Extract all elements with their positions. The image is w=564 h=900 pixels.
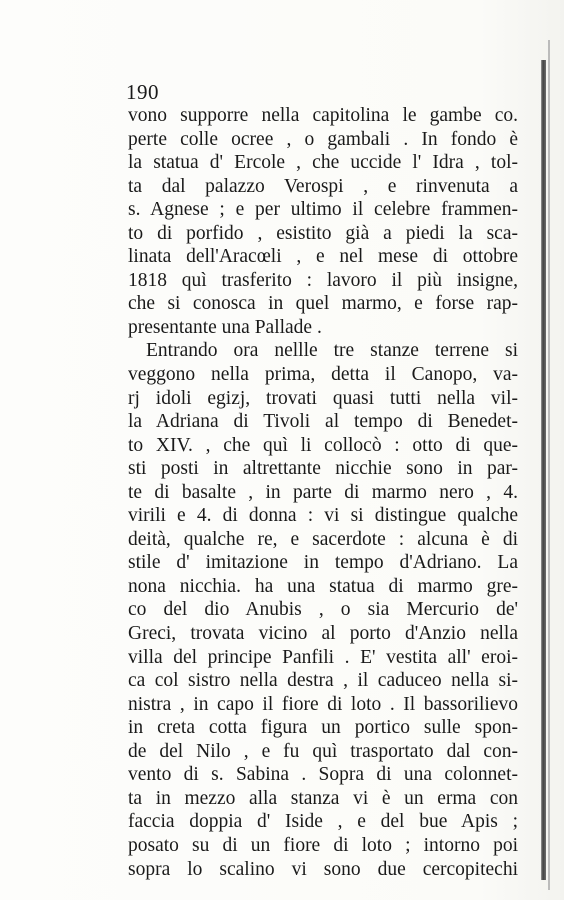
text-line: deità, qualche re, e sacerdote : alcuna è di bbox=[128, 528, 518, 550]
text-line: to di porfido , esistito già a piedi la sca- bbox=[128, 222, 518, 244]
text-line: te di basalte , in parte di marmo nero , 4. bbox=[128, 481, 518, 503]
text-line: Entrando ora nellle tre stanze terrene si bbox=[146, 340, 518, 362]
text-line: 1818 quì trasferito : lavoro il più insigne, bbox=[128, 269, 518, 291]
text-line: rj idoli egizj, trovati quasi tutti nella vil- bbox=[128, 387, 518, 409]
text-line: Greci, trovata vicino al porto d'Anzio nella bbox=[128, 623, 518, 645]
text-line: che si conosca in quel marmo, e forse rap- bbox=[128, 293, 518, 315]
text-line: la statua d' Ercole , che uccide l' Idra , tol- bbox=[128, 152, 518, 174]
text-line: presentante una Pallade . bbox=[128, 316, 322, 338]
text-line: s. Agnese ; e per ultimo il celebre frammen- bbox=[128, 199, 518, 221]
text-line: nona nicchia. ha una statua di marmo gre- bbox=[128, 575, 518, 597]
text-line: linata dell'Aracœli , e nel mese di ottobre bbox=[128, 246, 518, 268]
text-line: perte colle ocree , o gambali . In fondo è bbox=[128, 128, 518, 150]
text-line: virili e 4. di donna : vi si distingue qualche bbox=[128, 505, 518, 527]
body-text bbox=[128, 104, 518, 881]
text-line: sti posti in altrettante nicchie sono in par- bbox=[128, 458, 518, 480]
page-edge-shadow bbox=[548, 40, 550, 890]
text-line: nistra , in capo il fiore di loto . Il bassorilievo bbox=[128, 693, 518, 715]
page-number: 190 bbox=[126, 80, 159, 104]
text-line: sopra lo scalino vi sono due cercopitechi bbox=[128, 858, 518, 880]
text-line: in creta cotta figura un portico sulle spon- bbox=[128, 717, 518, 739]
text-line: villa del principe Panfili . E' vestita all' eroi- bbox=[128, 646, 518, 668]
text-line: veggono nella prima, detta il Canopo, va- bbox=[128, 364, 518, 386]
text-line: ta in mezzo alla stanza vi è un erma con bbox=[128, 787, 518, 809]
text-line: de del Nilo , e fu quì trasportato dal con- bbox=[128, 740, 518, 762]
text-line: ca col sistro nella destra , il caduceo nella si- bbox=[128, 670, 518, 692]
text-line: posato su di un fiore di loto ; intorno poi bbox=[128, 834, 518, 856]
text-line: la Adriana di Tivoli al tempo di Benedet- bbox=[128, 411, 518, 433]
text-line: vono supporre nella capitolina le gambe co. bbox=[128, 105, 518, 126]
text-line: to XIV. , che quì li collocò : otto di que- bbox=[128, 434, 518, 456]
text-line: ta dal palazzo Verospi , e rinvenuta a bbox=[128, 175, 518, 197]
text-line: co del dio Anubis , o sia Mercurio de' bbox=[128, 599, 518, 621]
text-line: stile d' imitazione in tempo d'Adriano. La bbox=[128, 552, 518, 574]
text-line: faccia doppia d' Iside , e del bue Apis ; bbox=[128, 811, 518, 833]
page-binding-edge bbox=[541, 60, 546, 880]
text-line: vento di s. Sabina . Sopra di una colonnet- bbox=[128, 764, 518, 786]
